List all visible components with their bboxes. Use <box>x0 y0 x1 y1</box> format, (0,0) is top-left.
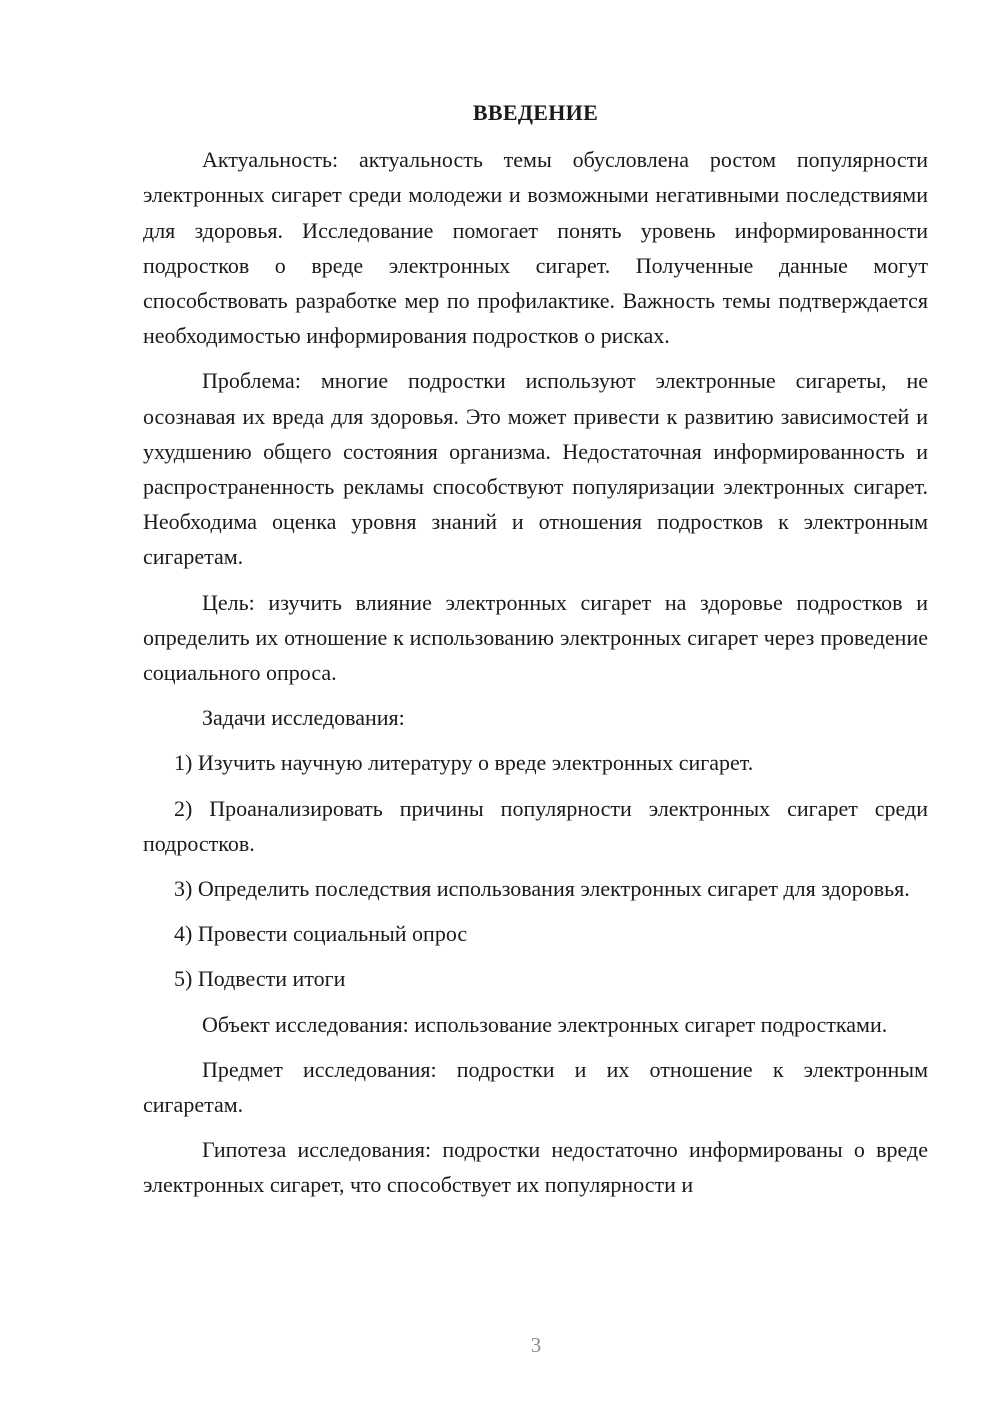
page-number: 3 <box>530 1333 542 1357</box>
paragraph-hypothesis: Гипотеза исследования: подростки недостаточно информированы о вреде электронных сигарет, что способствует их популярности и <box>143 1137 928 1198</box>
task-item-2: 2) Проанализировать причины популярности электронных сигарет среди подростков. <box>143 795 928 856</box>
paragraph-object: Объект исследования: использование электронных сигарет подростками. <box>202 1011 888 1037</box>
task-item-5: 5) Подвести итоги <box>174 966 346 992</box>
task-item-3: 3) Определить последствия использования электронных сигарет для здоровья. <box>174 876 910 902</box>
paragraph-goal: Цель: изучить влияние электронных сигарет на здоровье подростков и определить их отношение к использованию электронных сигарет через проведение социального опроса. <box>143 589 928 686</box>
document-page <box>143 95 928 1213</box>
paragraph-tasks-heading: Задачи исследования: <box>202 705 405 731</box>
section-title: ВВЕДЕНИЕ <box>472 100 599 125</box>
paragraph-relevance: Актуальность: актуальность темы обусловлена ростом популярности электронных сигарет среди молодежи и возможными негативными последствиями для здоровья. Исследование помогает понять уровень информированности подростков о вреде электронных сигарет. Полученные данные могут способствовать разработке мер по профилактике. Важность темы подтверждается необходимостью информирования подростков о рисках. <box>143 147 928 349</box>
task-item-4: 4) Провести социальный опрос <box>174 921 468 947</box>
paragraph-subject: Предмет исследования: подростки и их отношение к электронным сигаретам. <box>143 1056 928 1118</box>
paragraph-problem: Проблема: многие подростки используют электронные сигареты, не осознавая их вреда для здоровья. Это может привести к развитию зависимостей и ухудшению общего состояния организма. Недостаточная информированность и распространенность рекламы способствуют популяризации электронных сигарет. Необходима оценка уровня знаний и отношения подростков к электронным сигаретам. <box>143 368 928 570</box>
task-item-1: 1) Изучить научную литературу о вреде электронных сигарет. <box>174 750 754 776</box>
